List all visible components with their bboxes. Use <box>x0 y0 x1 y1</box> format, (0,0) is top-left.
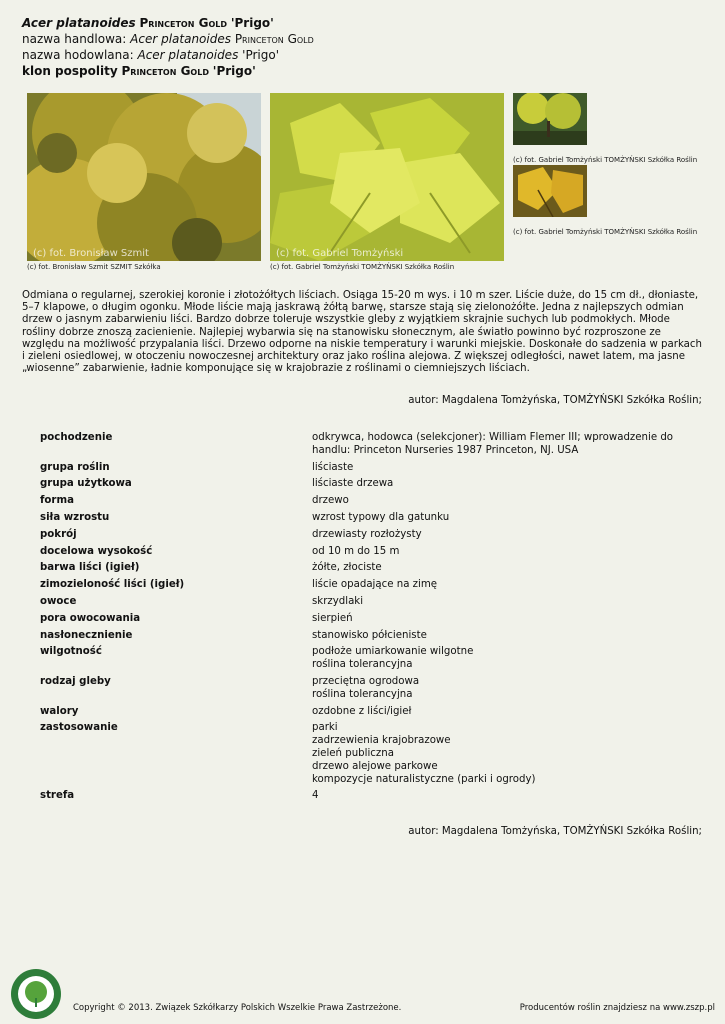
attribute-value-line: liściaste <box>312 461 354 473</box>
attribute-key: siła wzrostu <box>40 511 110 523</box>
title-latin: Acer platanoides <box>22 16 136 30</box>
leaves-photo[interactable] <box>270 93 504 261</box>
attribute-value-line: od 10 m do 15 m <box>312 545 400 557</box>
plant-header <box>22 15 314 79</box>
polish-name-tag: 'Prigo' <box>212 64 256 78</box>
attribute-key: pokrój <box>40 528 77 540</box>
attribute-row <box>40 596 690 609</box>
polish-name <box>22 63 314 79</box>
attribute-value-line: podłoże umiarkowanie wilgotne <box>312 646 474 658</box>
attribute-value <box>312 722 690 786</box>
attribute-value-line: sierpień <box>312 612 353 624</box>
title-tag: 'Prigo' <box>230 16 274 30</box>
trade-name-label: nazwa handlowa: <box>22 32 127 46</box>
polish-name-cultivar: Princeton Gold <box>121 64 209 78</box>
attribute-key: pora owocowania <box>40 612 141 624</box>
attribute-row <box>40 722 690 786</box>
trade-name-genus: Acer platanoides <box>130 32 231 46</box>
attribute-key: rodzaj gleby <box>40 675 111 687</box>
attribute-value-line: zieleń publiczna <box>312 747 394 759</box>
attribute-value-line: przeciętna ogrodowa <box>312 675 420 687</box>
attribute-row <box>40 579 690 592</box>
breeding-name-genus: Acer platanoides <box>137 48 239 62</box>
photo-1-watermark: (c) fot. Bronisław Szmit <box>33 248 149 259</box>
attribute-key: docelowa wysokość <box>40 545 153 557</box>
attribute-row <box>40 529 690 542</box>
attribute-value-line: odkrywca, hodowca (selekcjoner): William Flemer III; wprowadzenie do handlu: Princeton Nurseries 1987 Princeton, NJ. USA <box>312 432 674 456</box>
title-cultivar: Princeton Gold <box>139 16 227 30</box>
attribute-value <box>312 646 690 672</box>
attribute-value <box>312 495 690 508</box>
thumbnail-1-caption: (c) fot. Gabriel Tomżyński TOMŻYŃSKI Szkółka Roślin <box>513 156 698 164</box>
attribute-row <box>40 790 690 803</box>
attribute-value-line: 4 <box>312 790 319 802</box>
trade-name <box>22 31 314 47</box>
attribute-value <box>312 676 690 702</box>
breeding-name <box>22 47 314 63</box>
attribute-key: pochodzenie <box>40 432 113 443</box>
attribute-value <box>312 630 690 643</box>
attribute-value <box>312 462 690 475</box>
attribute-value-line: wzrost typowy dla gatunku <box>312 511 450 523</box>
attribute-key: owoce <box>40 595 77 607</box>
attribute-row <box>40 562 690 575</box>
leaves-image <box>270 93 504 261</box>
attribute-row <box>40 495 690 508</box>
attribute-value-line: roślina tolerancyjna <box>312 688 413 700</box>
producers-link[interactable]: Producentów roślin znajdziesz na www.zszp.pl <box>519 1003 715 1013</box>
attribute-key: strefa <box>40 790 75 802</box>
attribute-row <box>40 630 690 643</box>
attribute-value-line: żółte, złociste <box>312 562 382 574</box>
thumbnail-1-image <box>513 93 587 145</box>
attribute-row <box>40 462 690 475</box>
attribute-value-line: drzewo alejowe parkowe <box>312 760 438 772</box>
attribute-key: wilgotność <box>40 646 102 658</box>
attribute-value-line: liściaste drzewa <box>312 478 394 490</box>
trade-name-cultivar: Princeton Gold <box>234 32 314 46</box>
attribute-value <box>312 706 690 719</box>
zszp-logo-icon[interactable] <box>10 968 62 1020</box>
attribute-value-line: kompozycje naturalistyczne (parki i ogrody) <box>312 773 536 785</box>
attribute-value-line: drzewiasty rozłożysty <box>312 528 422 540</box>
breeding-name-tag: 'Prigo' <box>242 48 280 62</box>
attribute-key: zastosowanie <box>40 722 118 734</box>
photo-2-caption: (c) fot. Gabriel Tomżyński TOMŻYŃSKI Szkółka Roślin <box>270 263 455 271</box>
attributes-table <box>40 432 690 807</box>
breeding-name-label: nazwa hodowlana: <box>22 48 134 62</box>
copyright-text: Copyright © 2013. Związek Szkółkarzy Polskich Wszelkie Prawa Zastrzeżone. <box>73 1003 402 1013</box>
attribute-row <box>40 613 690 626</box>
attribute-value-line: zadrzewienia krajobrazowe <box>312 735 451 747</box>
photo-2-watermark: (c) fot. Gabriel Tomżyński <box>276 248 404 259</box>
attribute-value-line: skrzydlaki <box>312 595 364 607</box>
photo-1-caption: (c) fot. Bronisław Szmit SZMIT Szkółka <box>27 263 161 271</box>
attribute-row <box>40 478 690 491</box>
tree-photo-1[interactable] <box>27 93 261 261</box>
thumbnail-2-image <box>513 165 587 217</box>
thumbnail-photo-1[interactable] <box>513 93 587 145</box>
attribute-value-line: ozdobne z liści/igieł <box>312 705 412 717</box>
attribute-value <box>312 432 690 458</box>
thumbnail-photo-2[interactable] <box>513 165 587 217</box>
attribute-value <box>312 579 690 592</box>
attribute-row <box>40 432 690 458</box>
attribute-key: walory <box>40 705 79 717</box>
attribute-value <box>312 478 690 491</box>
attribute-row <box>40 676 690 702</box>
attribute-value-line: drzewo <box>312 495 349 507</box>
attribute-value <box>312 613 690 626</box>
attribute-value <box>312 562 690 575</box>
attribute-value-line: liście opadające na zimę <box>312 579 438 591</box>
attribute-value-line: roślina tolerancyjna <box>312 659 413 671</box>
attribute-key: forma <box>40 495 74 507</box>
thumbnail-2-caption: (c) fot. Gabriel Tomżyński TOMŻYŃSKI Szkółka Roślin <box>513 228 698 236</box>
attribute-value <box>312 546 690 559</box>
attribute-key: barwa liści (igieł) <box>40 562 140 574</box>
header-title <box>22 15 314 31</box>
attribute-row <box>40 546 690 559</box>
attribute-key: grupa roślin <box>40 461 110 473</box>
attribute-key: zimozieloność liści (igieł) <box>40 579 185 591</box>
attribute-value <box>312 529 690 542</box>
attribute-key: grupa użytkowa <box>40 478 132 490</box>
attribute-value-line: stanowisko półcieniste <box>312 629 427 641</box>
author-credit-bottom: autor: Magdalena Tomżyńska, TOMŻYŃSKI Szkółka Roślin; <box>408 826 702 837</box>
tree-crown-image <box>27 93 261 261</box>
author-credit-top: autor: Magdalena Tomżyńska, TOMŻYŃSKI Szkółka Roślin; <box>408 395 702 406</box>
attribute-key: nasłonecznienie <box>40 629 133 641</box>
attribute-value-line: parki <box>312 722 338 734</box>
polish-name-label: klon pospolity <box>22 64 118 78</box>
plant-description: Odmiana o regularnej, szerokiej koronie i złotożółtych liściach. Osiąga 15-20 m wys. i 10 m szer. Liście duże, do 15 cm dł., dłoniaste, 5–7 klapowe, o długim ogonku. Młode liście mają jaskrawą żółtą barwę, starsze stają się zielonożółte. Jedna z najlepszych odmian drzew o jasnym zabarwieniu liści. Bardzo dobrze toleruje wszystkie gleby z wyjątkiem skrajnie suchych lub podmokłych. Młode rośliny dobrze znoszą zacienienie. Najlepiej wybarwia się na stanowisku słonecznym, ale światło powinno być rozproszone ze względu na możliwość przypalania liści. Drzewo odporne na niskie temperatury i warunki miejskie. Doskonałe do sadzenia w parkach i zieleni osiedlowej, w otoczeniu nowoczesnej architektury oraz jako roślina alejowa. Z większej odległości, nawet latem, ma jasne „wiosenne” zabarwienie, ładnie komponujące się w krajobrazie z roślinami o ciemniejszych liściach. <box>22 290 702 375</box>
attribute-value <box>312 596 690 609</box>
attribute-row <box>40 512 690 525</box>
attribute-row <box>40 646 690 672</box>
attribute-row <box>40 706 690 719</box>
attribute-value <box>312 512 690 525</box>
attribute-value <box>312 790 690 803</box>
